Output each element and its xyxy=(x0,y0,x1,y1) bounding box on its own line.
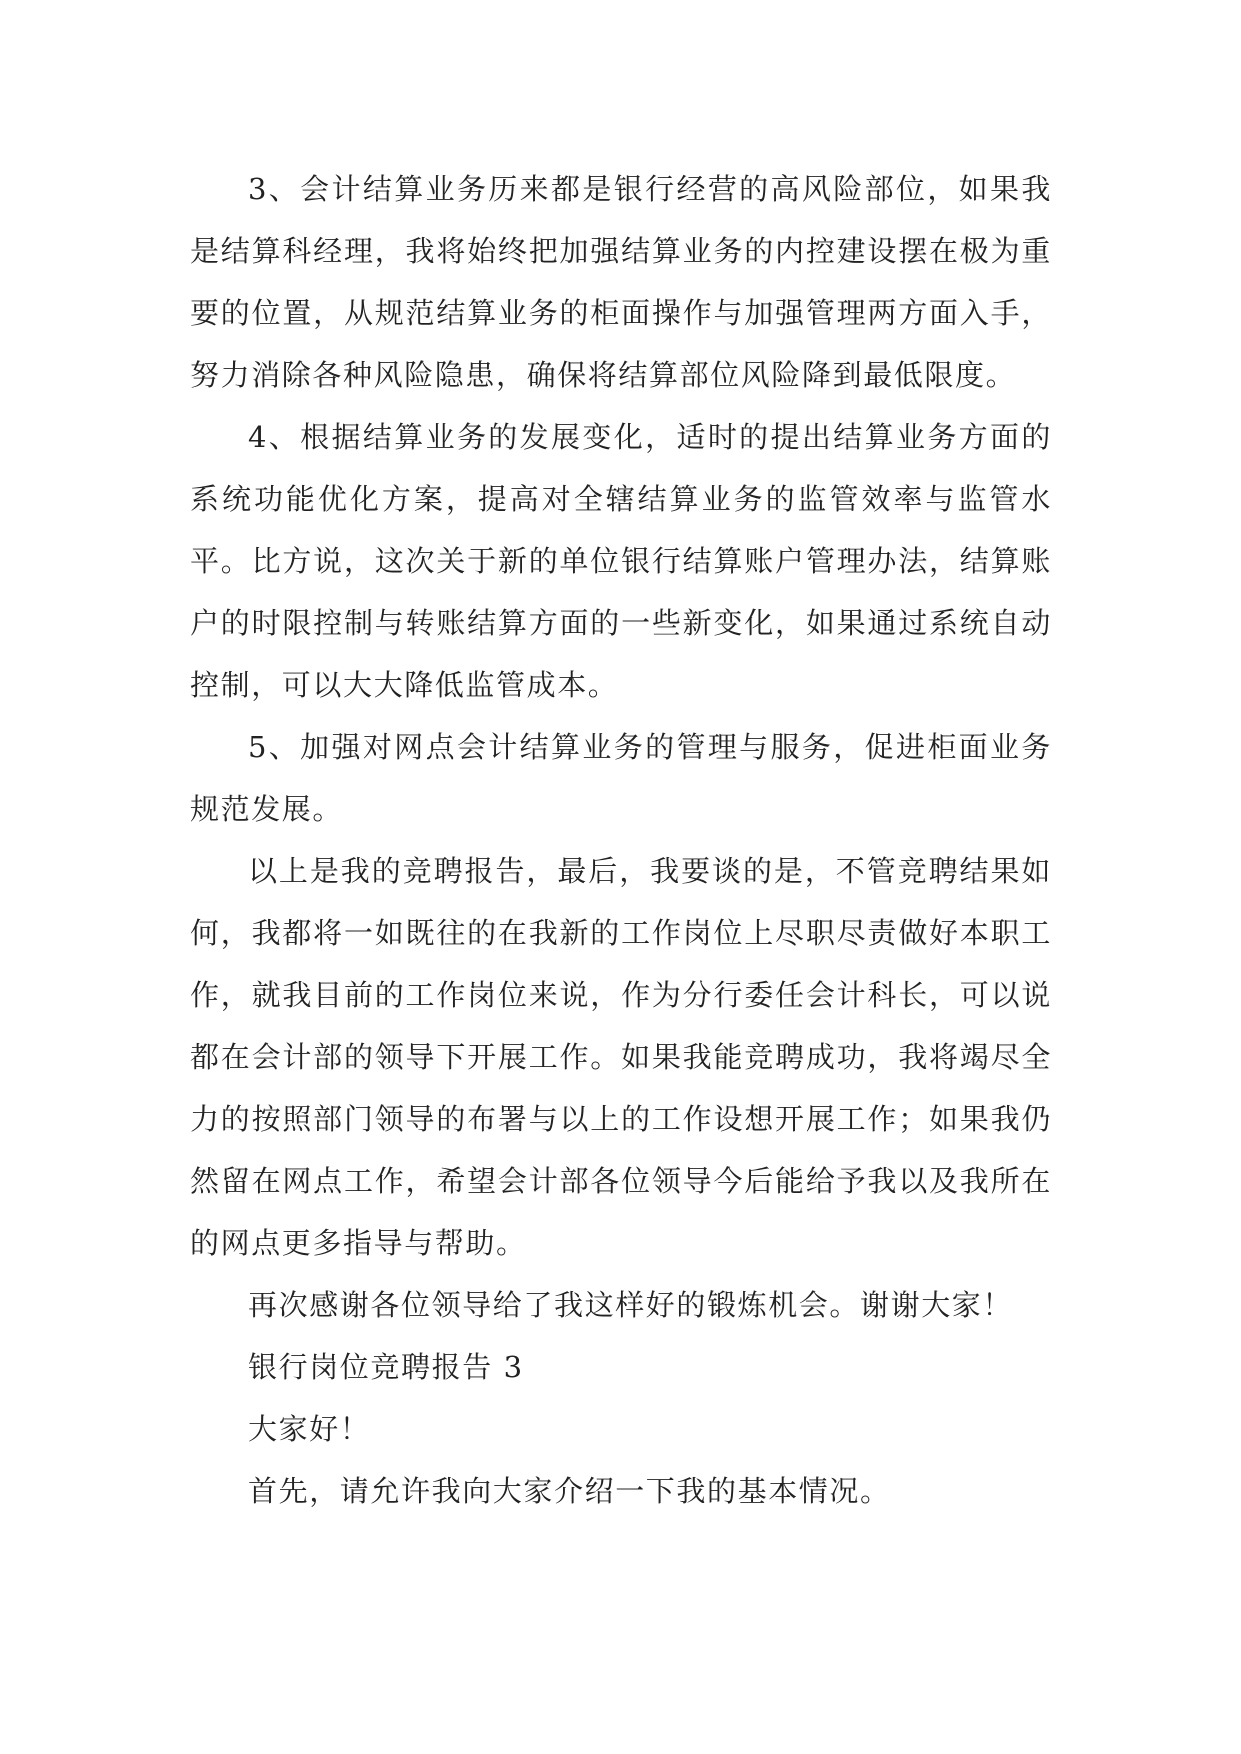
section-title: 银行岗位竞聘报告 3 xyxy=(248,1350,524,1384)
document-body xyxy=(190,158,1052,1522)
paragraph-item-4: 4、根据结算业务的发展变化，适时的提出结算业务方面的系统功能优化方案，提高对全辖结算业务的监管效率与监管水平。比方说，这次关于新的单位银行结算账户管理办法，结算账户的时限控制与转账结算方面的一些新变化，如果通过系统自动控制，可以大大降低监管成本。 xyxy=(190,420,1052,702)
paragraph-item-3: 3、会计结算业务历来都是银行经营的高风险部位，如果我是结算科经理，我将始终把加强结算业务的内控建设摆在极为重要的位置，从规范结算业务的柜面操作与加强管理两方面入手，努力消除各种风险隐患，确保将结算部位风险降到最低限度。 xyxy=(190,172,1052,392)
greeting: 大家好！ xyxy=(248,1412,371,1446)
intro-line: 首先，请允许我向大家介绍一下我的基本情况。 xyxy=(248,1474,891,1508)
paragraph-item-5: 5、加强对网点会计结算业务的管理与服务，促进柜面业务规范发展。 xyxy=(190,730,1052,826)
paragraph-closing-report: 以上是我的竞聘报告，最后，我要谈的是，不管竞聘结果如何，我都将一如既往的在我新的工作岗位上尽职尽责做好本职工作，就我目前的工作岗位来说，作为分行委任会计科长，可以说都在会计部的领导下开展工作。如果我能竞聘成功，我将竭尽全力的按照部门领导的布署与以上的工作设想开展工作；如果我仍然留在网点工作，希望会计部各位领导今后能给予我以及我所在的网点更多指导与帮助。 xyxy=(190,854,1052,1260)
paragraph-thanks: 再次感谢各位领导给了我这样好的锻炼机会。谢谢大家！ xyxy=(248,1288,1014,1322)
